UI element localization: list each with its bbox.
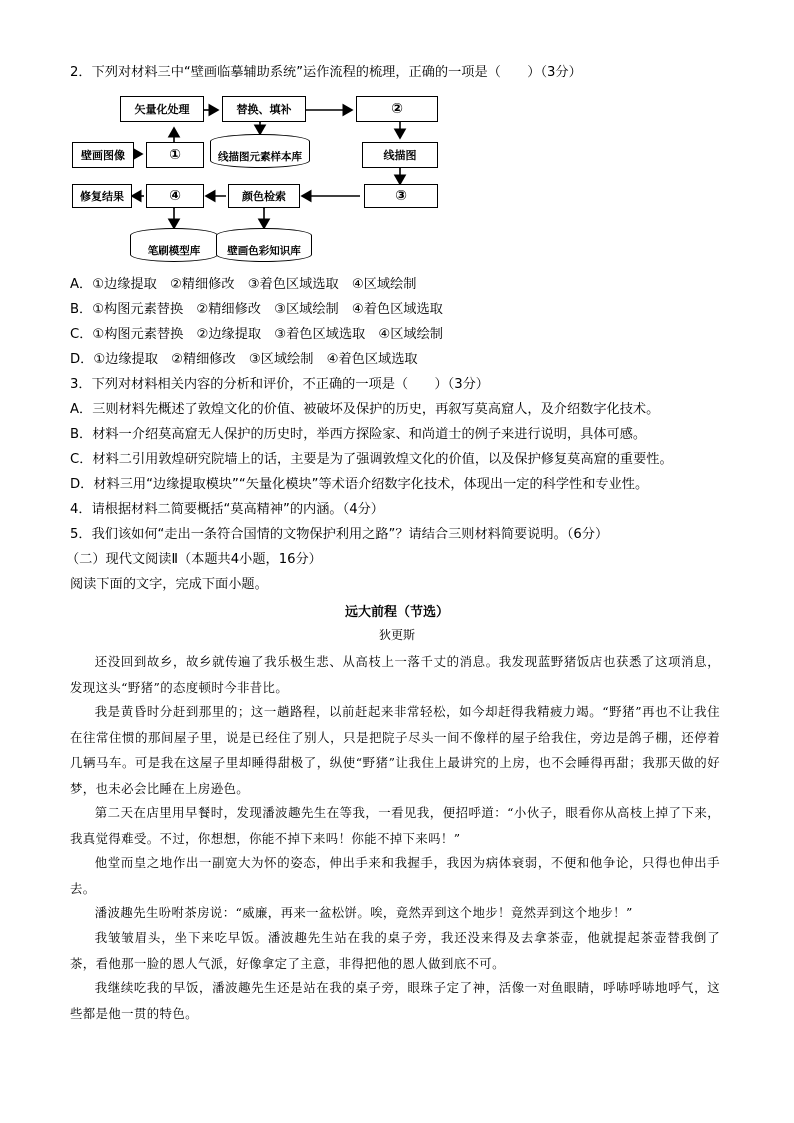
repair-result-box: 修复结果: [72, 184, 132, 208]
reading-instruction: 阅读下面的文字，完成下面小题。: [70, 577, 268, 592]
passage-paragraph-5: 潘波趣先生吩咐茶房说：“威廉，再来一盆松饼。唉，竟然弄到这个地步！竟然弄到这个地步！”: [94, 905, 633, 920]
passage-paragraph-4: 他堂而皇之地作出一副宽大为怀的姿态，伸出手来和我握手，我因为病体衰弱，不便和他争论，只得也伸出手去。: [70, 855, 720, 896]
line-drawing-box: 线描图: [362, 142, 438, 168]
mural-image-box: 壁画图像: [72, 142, 134, 168]
q2-option-d: D．①边缘提取 ②精细修改 ③区域绘制 ④着色区域选取: [70, 352, 418, 367]
q2-option-b: B．①构图元素替换 ②精细修改 ③区域绘制 ④着色区域选取: [70, 302, 443, 317]
element-library-cylinder: 线描图元素样本库: [210, 134, 310, 168]
q3-option-d: D．材料三用“边缘提取模块”“矢量化模块”等术语介绍数字化技术，体现出一定的科学性和专业性。: [70, 477, 649, 492]
q3-stem: 3．下列对材料相关内容的分析和评价，不正确的一项是（ ）（3分）: [70, 377, 489, 392]
blank-2-box: ②: [356, 96, 438, 122]
passage-author: 狄更斯: [378, 628, 415, 642]
passage-paragraph-7: 我继续吃我的早饭，潘波趣先生还是站在我的桌子旁，眼珠子定了神，活像一对鱼眼睛，呼哧呼哧地呼气，这些都是他一贯的特色。: [70, 980, 720, 1021]
passage-title: 远大前程（节选）: [344, 605, 449, 620]
passage-paragraph-1: 还没回到故乡，故乡就传遍了我乐极生悲、从高枝上一落千丈的消息。我发现蓝野猪饭店也获悉了这项消息，发现这头“野猪”的态度顿时今非昔比。: [70, 654, 720, 695]
color-search-box: 颜色检索: [228, 184, 300, 208]
blank-1-box: ①: [146, 142, 204, 168]
passage-paragraph-3: 第二天在店里用早餐时，发现潘波趣先生在等我，一看见我，便招呼道：“小伙子，眼看你从高枝上掉了下来，我真觉得难受。不过，你想想，你能不掉下来吗！你能不掉下来吗！”: [70, 805, 720, 846]
q3-option-c: C．材料二引用敦煌研究院墙上的话，主要是为了强调敦煌文化的价值，以及保护修复莫高窟的重要性。: [70, 452, 673, 467]
q2-option-a: A．①边缘提取 ②精细修改 ③着色区域选取 ④区域绘制: [70, 277, 417, 292]
q3-option-a: A．三则材料先概述了敦煌文化的价值、被破坏及保护的历史，再叙写莫高窟人，及介绍数字化技术。: [70, 402, 660, 417]
q2-stem: 2．下列对材料三中“壁画临摹辅助系统”运作流程的梳理，正确的一项是（ ）（3分）: [70, 65, 582, 80]
flow-diagram: [70, 88, 440, 266]
blank-3-box: ③: [364, 184, 438, 208]
blank-4-box: ④: [146, 184, 204, 208]
color-knowledge-cylinder: 壁画色彩知识库: [216, 228, 312, 262]
replace-fill-box: 替换、填补: [222, 96, 306, 122]
passage-paragraph-2: 我是黄昏时分赶到那里的；这一趟路程，以前赶起来非常轻松，如今却赶得我精疲力竭。“野猪”再也不让我住在往常住惯的那间屋子里，说是已经住了别人，只是把院子尽头一间不像样的屋子给我住，旁边是鸽子棚，还停着几辆马车。可是我在这屋子里却睡得甜极了，纵使“野猪”让我住上最讲究的上房，也不会睡得再甜；我那天做的好梦，也未必会比睡在上房逊色。: [70, 704, 720, 796]
q4-stem: 4．请根据材料二简要概括“莫高精神”的内涵。（4分）: [70, 502, 384, 517]
q3-option-b: B．材料一介绍莫高窟无人保护的历史时，举西方探险家、和尚道士的例子来进行说明，具体可感。: [70, 427, 647, 442]
q5-stem: 5．我们该如何“走出一条符合国情的文物保护利用之路”？请结合三则材料简要说明。（6分）: [70, 527, 609, 542]
passage-paragraph-6: 我皱皱眉头，坐下来吃早饭。潘波趣先生站在我的桌子旁，我还没来得及去拿茶壶，他就提起茶壶替我倒了茶，看他那一脸的恩人气派，好像拿定了主意，非得把他的恩人做到底不可。: [70, 930, 720, 971]
q2-option-c: C．①构图元素替换 ②边缘提取 ③着色区域选取 ④区域绘制: [70, 327, 443, 342]
brush-library-cylinder: 笔刷模型库: [130, 228, 218, 262]
vectorize-box: 矢量化处理: [120, 96, 204, 122]
section-heading: （二）现代文阅读Ⅱ（本题共4小题，16分）: [66, 552, 322, 567]
